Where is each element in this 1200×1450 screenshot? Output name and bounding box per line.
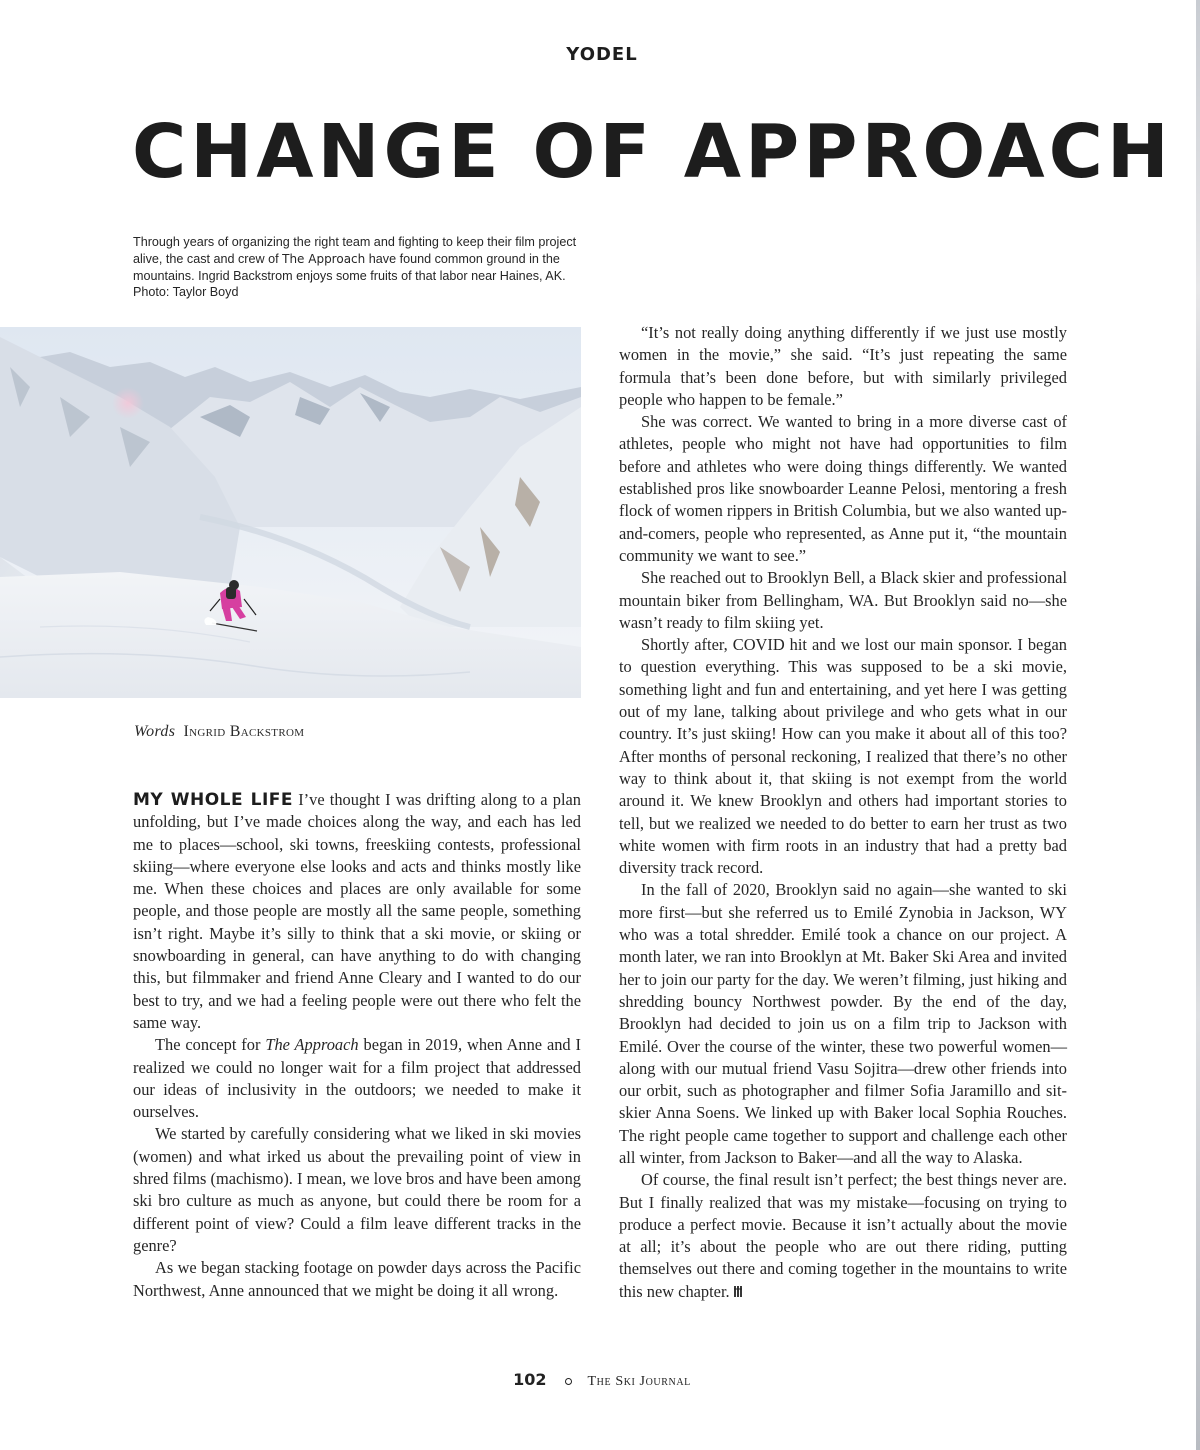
section-label: YODEL [566,44,638,65]
photo-credit: Photo: Taylor Boyd [133,285,239,300]
paragraph: She was correct. We wanted to bring in a more diverse cast of athletes, people who might not have had opportunities to film before and athletes who were doing things differently. We wanted established pros like snowboarder Leanne Pelosi, mentoring a fresh flock of women rippers in British Columbia, but we also wanted up-and-comers, people who represented, as Anne put it, “the mountain community we want to see.” [619,412,1067,565]
page-number: 102 [513,1370,547,1389]
paragraph: Shortly after, COVID hit and we lost our main sponsor. I began to question everything. This was supposed to be a ski movie, something light and fun and entertaining, and yet here I was getting out of my lane, talking about privilege and who gets what in our country. It’s just skiing! How can you make it about all of this too? After months of personal reckoning, I realized that there’s no other way to think about it, that skiing is not exempt from the world around it. We knew Brooklyn and others had important stories to tell, but we realized we needed to do better to earn her trust as two white women with firm roots in an industry that had a pretty bad diversity track record. [619,635,1067,878]
caption-film-title: The Approach [282,251,366,266]
separator-dot-icon [565,1378,572,1385]
byline [134,723,304,741]
ski-photo [0,327,581,698]
paragraph: In the fall of 2020, Brooklyn said no again—she wanted to ski more first—but she referred us to Emilé Zynobia in Jackson, WY who was a total shredder. Emilé took a chance on our project. A month later, we ran into Brooklyn at Mt. Baker Ski Area and invited her to join our party for the day. We weren’t filming, just hiking and shredding bouncy Northwest powder. By the end of the day, Brooklyn had decided to join us on a film trip to Jackson with Emilé. Over the course of the winter, these two powerful women—along with our mutual friend Vasu Sojitra—drew other friends into our orbit, such as photographer and filmer Sofia Jaramillo and sit-skier Anna Soens. We linked up with Baker local Sophia Rouches. The right people came together to support and challenge each other all winter, from Jackson to Baker—and all the way to Alaska. [619,880,1067,1167]
paragraph [133,1034,581,1123]
paragraph-text: I’ve thought I was drifting along to a plan unfolding, but I’ve made choices along the way, and each has led me to places—school, ski towns, freeskiing contests, professional skiing—where everyone else looks and acts and thinks mostly like me. When these choices and places are only available for some people, and those people are mostly all the same people, something isn’t right. Maybe it’s silly to think that a ski movie, or skiing or snowboarding in general, can have anything to do with changing this, but filmmaker and friend Anne Cleary and I wanted to do our best to try, and we had a feeling people were out there who felt the same way. [133,790,581,1032]
paragraph [133,789,581,1034]
caption-text-after: have found common ground in the mountains. Ingrid Backstrom enjoys some fruits of that labor near Haines, AK. [133,251,566,283]
publication-name: The Ski Journal [587,1374,691,1389]
paragraph: She reached out to Brooklyn Bell, a Black skier and professional mountain biker from Bellingham, WA. But Brooklyn said no—she wasn’t ready to film skiing yet. [619,568,1067,632]
paragraph-text: began in 2019, when Anne and I realized we could no longer wait for a film project that addressed our ideas of inclusivity in the outdoors; we needed to make it ourselves. [133,1035,582,1122]
article-column-left [133,789,581,1302]
photo-caption [133,234,583,301]
byline-label: Words [134,723,176,740]
caption-text-before: Through years of organizing the right team and fighting to keep their film project alive, the cast and crew of [133,235,577,266]
lead-in: MY WHOLE LIFE [133,790,294,810]
page-footer [0,1370,1200,1390]
article-column-right [619,322,1067,1303]
paragraph [619,1169,1067,1303]
paragraph: “It’s not really doing anything differently if we just use mostly women in the movie,” she said. “It’s just repeating the same formula that’s been done before, but with similarly privileged people who happen to be female.” [619,323,1067,409]
paragraph: As we began stacking footage on powder days across the Pacific Northwest, Anne announced that we might be doing it all wrong. [133,1258,581,1300]
end-mark-icon [733,1285,743,1298]
adjacent-page-edge [1196,0,1200,1450]
paragraph: We started by carefully considering what we liked in ski movies (women) and what irked us about the prevailing point of view in shred films (machismo). I mean, we love bros and have been among ski bro culture as much as anyone, but could there be room for a different point of view? Could a film leave different tracks in the genre? [133,1124,581,1255]
paragraph-text: The concept for [155,1035,266,1055]
byline-author: Ingrid Backstrom [183,723,305,740]
paragraph-text: Of course, the final result isn’t perfect; the best things never are. But I finally realized that was my mistake—focusing on trying to produce a perfect movie. Because it isn’t actually about the movie at all; it’s about the people who are out there riding, putting themselves out there and coming together in the mountains to write this new chapter. [619,1170,1067,1301]
lens-flare [112,387,144,419]
headline: CHANGE OF APPROACH [132,109,1173,195]
film-title: The Approach [265,1035,359,1055]
